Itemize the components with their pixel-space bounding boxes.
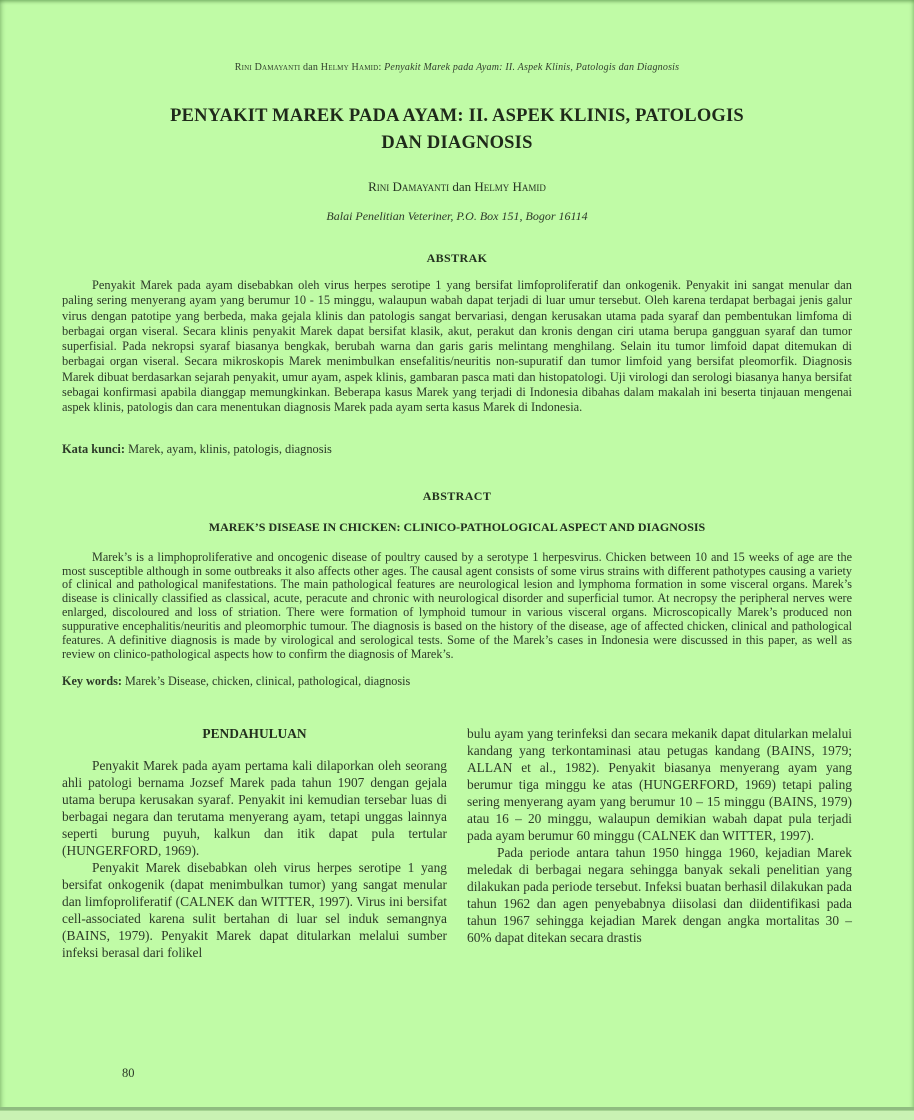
running-header-separator: : bbox=[378, 62, 382, 73]
key-words-values: Marek’s Disease, chicken, clinical, pathological, diagnosis bbox=[124, 674, 411, 689]
running-header bbox=[62, 0, 852, 73]
abstract-subtitle: MAREK’S DISEASE IN CHICKEN: CLINICO-PATHOLOGICAL ASPECT AND DIAGNOSIS bbox=[208, 519, 706, 534]
running-header-conjunction: dan bbox=[303, 62, 319, 73]
abstract-body-en: Marek’s is a limphoproliferative and oncogenic disease of poultry caused by a serotype 1 herpesvirus. Chicken between 10 and 15 weeks of age are the most susceptible although in some outbreaks it also affects other ages. The causal agent consists of some virus strains with different pathotypes causing a variety of clinical and pathological manifestations. The main pathological features are neurological lesion and lymphoma formation in some visceral organs. Marek’s disease is clinically classified as classical, acute, peracute and chronic with neurological disorder and superficial tumor. At necropsy the peripheral nerves were enlarged, discoloured and loss of striation. There were formation of lymphoid tumour in various visceral organs. Microscopically Marek’s produced non suppurative encephalitis/neuritis and pleomorphic tumour. The diagnosis is based on the history of the disease, age of affected chicken, clinical and pathological features. A definitive diagnosis is made by virological and serological tests. Some of the Marek’s cases in Indonesia were discussed in this paper, as well as review on clinico-pathological aspects how to confirm the diagnosis of Marek’s. bbox=[62, 549, 852, 662]
page-number: 80 bbox=[122, 1066, 135, 1080]
affiliation-line: Balai Penelitian Veteriner, P.O. Box 151, Bogor 16114 bbox=[326, 209, 588, 223]
running-header-author-1: Rini Damayanti bbox=[234, 62, 301, 73]
key-words-line bbox=[62, 674, 852, 689]
page-bottom-strip bbox=[0, 1110, 914, 1120]
intro-left-paragraph-1: Penyakit Marek pada ayam pertama kali dilaporkan oleh seorang ahli patologi bernama Jozsef Marek pada tahun 1907 dengan gejala utama berupa kerusakan syaraf. Penyakit ini kemudian tersebar luas di berbagai negara dan terutama menyerang ayam, tetapi unggas lainnya seperti burung puyuh, kalkun dan itik dapat pula tertular (HUNGERFORD, 1969). bbox=[62, 758, 447, 859]
two-column-section bbox=[62, 725, 852, 961]
abstract-heading: ABSTRACT bbox=[422, 488, 492, 503]
author-conjunction: dan bbox=[452, 179, 472, 194]
article-title bbox=[92, 103, 822, 157]
author-name-1: Rini Damayanti bbox=[368, 179, 450, 194]
running-header-author-2: Helmy Hamid bbox=[320, 62, 379, 73]
article-title-line-2: DAN DIAGNOSIS bbox=[381, 133, 533, 153]
kata-kunci-label: Kata kunci: bbox=[62, 441, 125, 456]
abstrak-body: Penyakit Marek pada ayam disebabkan oleh virus herpes serotipe 1 yang bersifat limfoproliferatif dan onkogenik. Penyakit ini sangat menular dan paling sering menyerang ayam yang berumur 10 - 15 minggu, walaupun wabah dapat terjadi di luar umur tersebut. Oleh karena terdapat berbagai jenis galur virus dengan patotipe yang berbeda, maka gejala klinis dan patologis sangat bervariasi, dengan kerusakan utama pada syaraf dan pembentukan limfoma di berbagai organ viseral. Secara klinis penyakit Marek dapat bersifat klasik, akut, perakut dan kronis dengan ciri utama berupa gangguan syaraf dan tumor superfisial. Pada nekropsi syaraf biasanya bengkak, berubah warna dan garis garis melintang menghilang. Selain itu tumor limfoid dapat ditemukan di berbagai organ viseral. Secara mikroskopis Marek menimbulkan ensefalitis/neuritis non-supuratif dan tumor limfoid yang bersifat pleomorfik. Diagnosis Marek dibuat berdasarkan sejarah penyakit, umur ayam, aspek klinis, gambaran pasca mati dan histopatologi. Uji virologi dan serologi biasanya hanya bersifat sebagai konfirmasi apabila dianggap memungkinkan. Beberapa kasus Marek yang terjadi di Indonesia dibahas dalam makalah ini beserta tinjauan mengenai aspek klinis, patologis dan cara menentukan diagnosis Marek pada ayam serta kasus Marek di Indonesia. bbox=[62, 278, 852, 415]
intro-column-left bbox=[62, 725, 447, 961]
abstrak-heading: ABSTRAK bbox=[426, 251, 488, 265]
authors-line bbox=[62, 179, 852, 195]
running-header-article-title: Penyakit Marek pada Ayam: II. Aspek Klinis, Patologis dan Diagnosis bbox=[384, 62, 680, 73]
section-heading-pendahuluan: PENDAHULUAN bbox=[202, 726, 307, 742]
intro-right-paragraph-1: bulu ayam yang terinfeksi dan secara mekanik dapat ditularkan melalui kandang yang terkontaminasi atau petugas kandang (BAINS, 1979; ALLAN et al., 1982). Penyakit biasanya menyerang ayam yang berumur tiga minggu ke atas (HUNGERFORD, 1969) tetapi paling sering menyerang ayam yang berumur 10 – 15 minggu (BAINS, 1979) atau 16 – 20 minggu, walaupun demikian wabah dapat pula terjadi pada ayam berumur 60 minggu (CALNEK dan WITTER, 1997). bbox=[467, 726, 852, 844]
intro-left-paragraph-2: Penyakit Marek disebabkan oleh virus herpes serotipe 1 yang bersifat onkogenik (dapat menimbulkan tumor) yang sangat menular dan limfoproliferatif (CALNEK dan WITTER, 1997). Virus ini bersifat cell-associated karena sulit bertahan di luar sel induk semangnya (BAINS, 1979). Penyakit Marek dapat ditularkan melalui sumber infeksi berasal dari folikel bbox=[62, 860, 447, 961]
article-title-line-1: PENYAKIT MAREK PADA AYAM: II. ASPEK KLINIS, PATOLOGIS bbox=[170, 106, 744, 126]
key-words-label: Key words: bbox=[62, 674, 122, 689]
kata-kunci-line bbox=[62, 442, 852, 457]
kata-kunci-values: Marek, ayam, klinis, patologis, diagnosis bbox=[128, 441, 332, 456]
intro-right-paragraph-2: Pada periode antara tahun 1950 hingga 1960, kejadian Marek meledak di berbagai negara sehingga banyak sekali penelitian yang dilakukan pada periode tersebut. Infeksi buatan berhasil dilakukan pada tahun 1962 dan agen penyebabnya diisolasi dan diidentifikasi pada tahun 1967 sehingga kejadian Marek dengan angka mortalitas 30 – 60% dapat ditekan secara drastis bbox=[467, 845, 852, 946]
author-name-2: Helmy Hamid bbox=[474, 179, 546, 194]
intro-column-right bbox=[467, 725, 852, 961]
